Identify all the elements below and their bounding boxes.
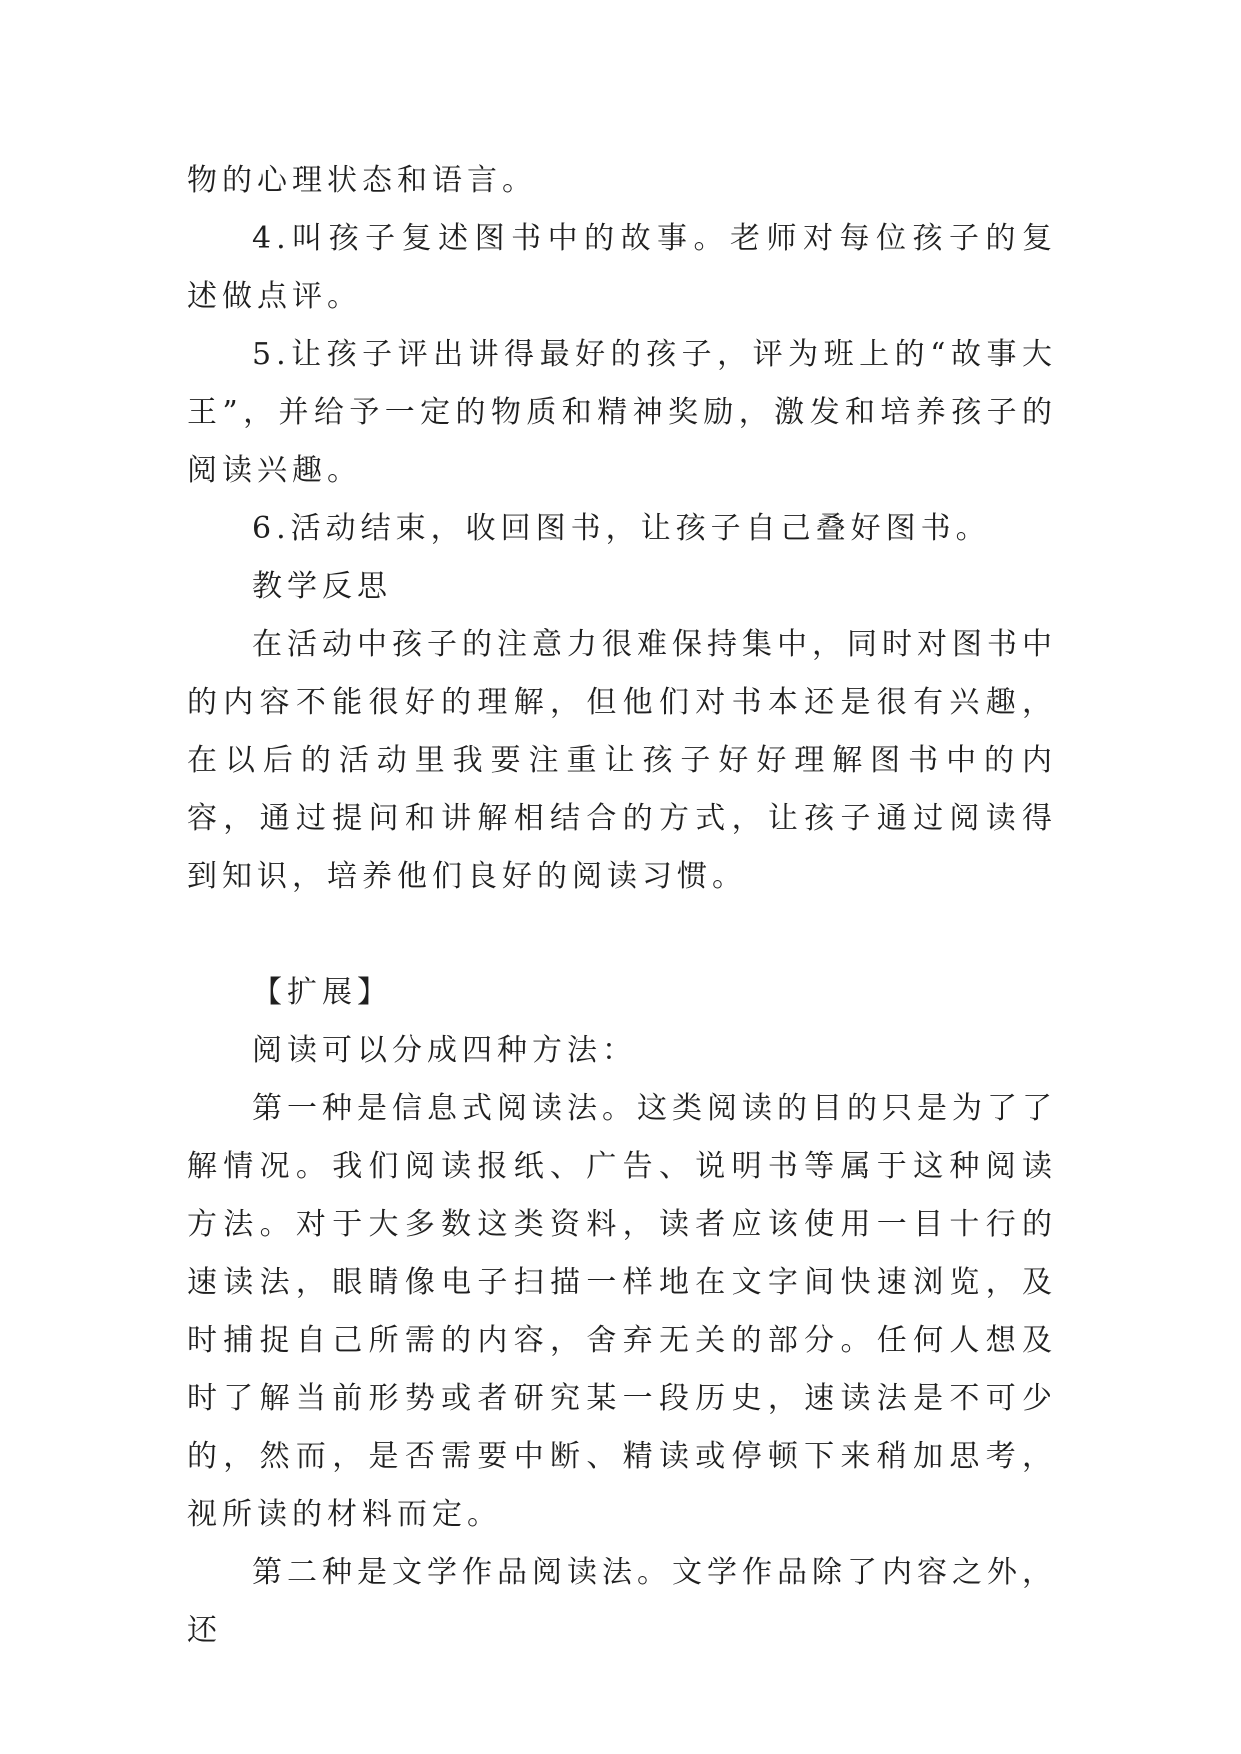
paragraph: 物的心理状态和语言。 xyxy=(187,163,537,198)
paragraph: 第二种是文学作品阅读法。文学作品除了内容之外，还 xyxy=(187,1555,1057,1648)
paragraph: 在活动中孩子的注意力很难保持集中，同时对图书中的内容不能很好的理解，但他们对书本还是很有兴趣，在以后的活动里我要注重让孩子好好理解图书中的内容，通过提问和讲解相结合的方式，让孩子通过阅读得到知识，培养他们良好的阅读习惯。 xyxy=(187,627,1057,894)
section-activity-steps xyxy=(187,152,1057,906)
paragraph: 教学反思 xyxy=(252,569,392,604)
paragraph: 5.让孩子评出讲得最好的孩子，评为班上的“故事大王”，并给予一定的物质和精神奖励，激发和培养孩子的阅读兴趣。 xyxy=(187,337,1057,488)
section-gap xyxy=(187,906,1057,964)
document-body xyxy=(187,152,1057,1660)
paragraph: 【扩展】 xyxy=(252,975,392,1010)
paragraph: 阅读可以分成四种方法： xyxy=(252,1033,637,1068)
paragraph: 4.叫孩子复述图书中的故事。老师对每位孩子的复述做点评。 xyxy=(187,221,1057,314)
paragraph: 6.活动结束，收回图书，让孩子自己叠好图书。 xyxy=(252,511,991,546)
paragraph: 第一种是信息式阅读法。这类阅读的目的只是为了了解情况。我们阅读报纸、广告、说明书等属于这种阅读方法。对于大多数这类资料，读者应该使用一目十行的速读法，眼睛像电子扫描一样地在文字间快速浏览，及时捕捉自己所需的内容，舍弃无关的部分。任何人想及时了解当前形势或者研究某一段历史，速读法是不可少的，然而，是否需要中断、精读或停顿下来稍加思考，视所读的材料而定。 xyxy=(187,1091,1057,1532)
section-extension xyxy=(187,964,1057,1660)
